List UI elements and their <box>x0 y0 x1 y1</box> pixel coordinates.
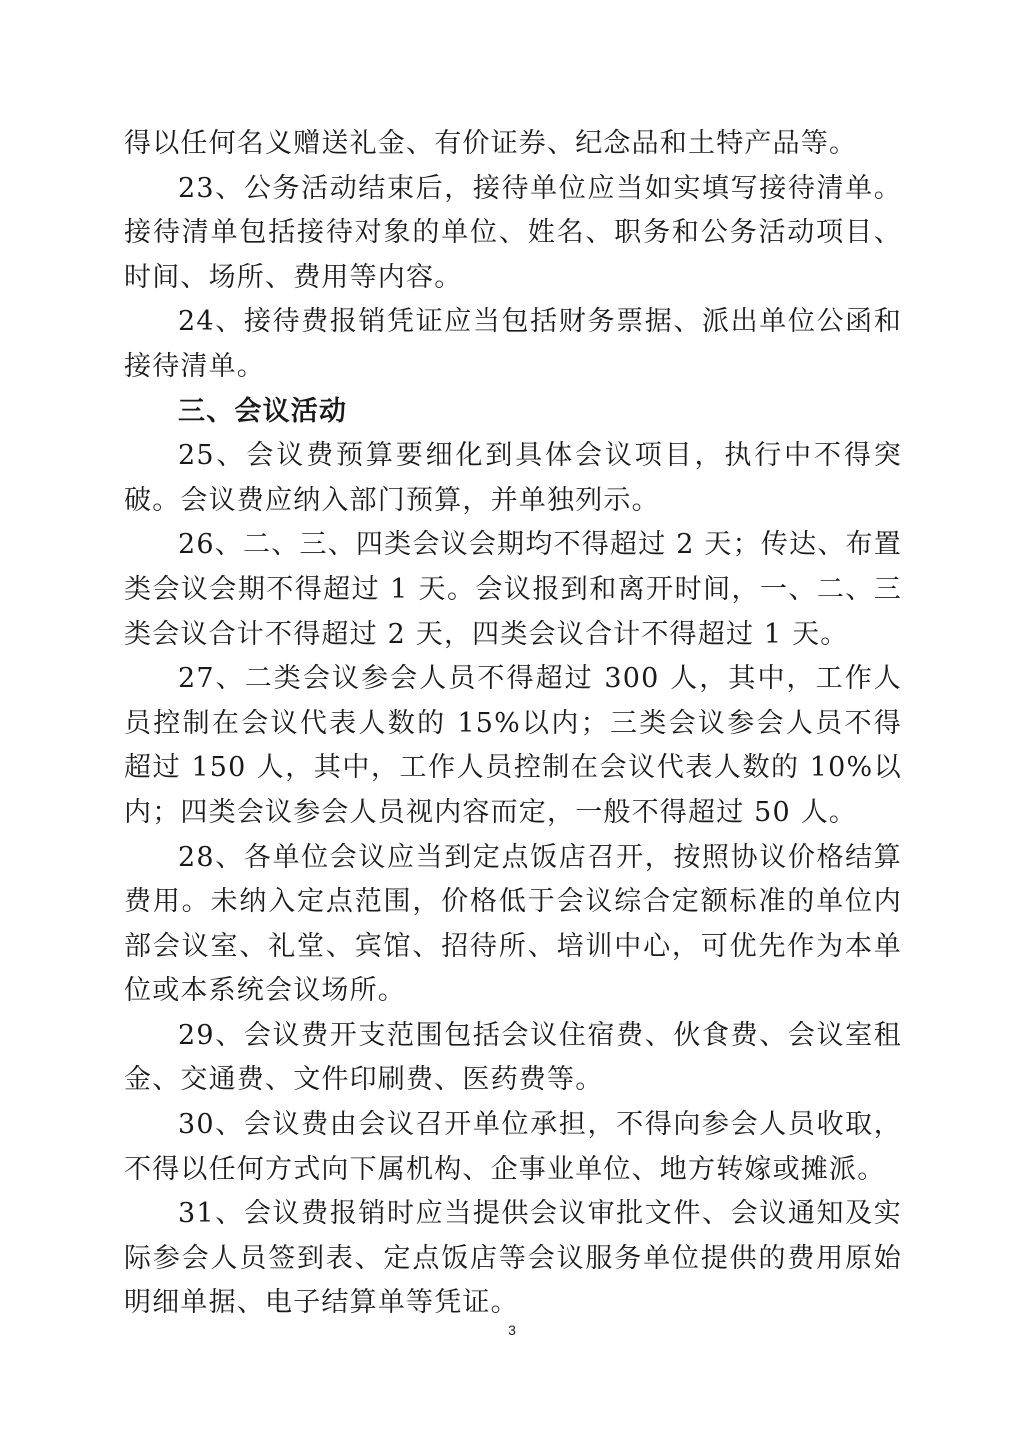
paragraph-item-31: 31、会议费报销时应当提供会议审批文件、会议通知及实际参会人员签到表、定点饭店等会议服务单位提供的费用原始明细单据、电子结算单等凭证。 <box>124 1198 902 1319</box>
page-number: 3 <box>508 1322 516 1338</box>
paragraph-item-27: 27、二类会议参会人员不得超过 300 人，其中，工作人员控制在会议代表人数的 15%以内；三类会议参会人员不得超过 150 人，其中，工作人员控制在会议代表人数的 10%以内；四类会议参会人员视内容而定，一般不得超过 50 人。 <box>124 663 902 828</box>
document-body <box>124 122 902 1326</box>
paragraph-item-29: 29、会议费开支范围包括会议住宿费、伙食费、会议室租金、交通费、文件印刷费、医药费等。 <box>124 1019 902 1096</box>
paragraph-item-24: 24、接待费报销凭证应当包括财务票据、派出单位公函和接待清单。 <box>124 306 902 382</box>
section-heading-meeting-activities: 三、会议活动 <box>178 395 348 427</box>
paragraph-continuation: 得以任何名义赠送礼金、有价证券、纪念品和土特产品等。 <box>124 128 858 159</box>
paragraph-item-23: 23、公务活动结束后，接待单位应当如实填写接待清单。接待清单包括接待对象的单位、姓名、职务和公务活动项目、时间、场所、费用等内容。 <box>124 172 902 293</box>
paragraph-item-26: 26、二、三、四类会议会期均不得超过 2 天；传达、布置类会议会期不得超过 1 天。会议报到和离开时间，一、二、三类会议合计不得超过 2 天，四类会议合计不得超过 1 天。 <box>124 529 902 650</box>
paragraph-item-28: 28、各单位会议应当到定点饭店召开，按照协议价格结算费用。未纳入定点范围，价格低于会议综合定额标准的单位内部会议室、礼堂、宾馆、招待所、培训中心，可优先作为本单位或本系统会议场所。 <box>124 841 902 1007</box>
paragraph-item-30: 30、会议费由会议召开单位承担，不得向参会人员收取，不得以任何方式向下属机构、企事业单位、地方转嫁或摊派。 <box>124 1109 902 1185</box>
paragraph-item-25: 25、会议费预算要细化到具体会议项目，执行中不得突破。会议费应纳入部门预算，并单独列示。 <box>124 440 902 516</box>
